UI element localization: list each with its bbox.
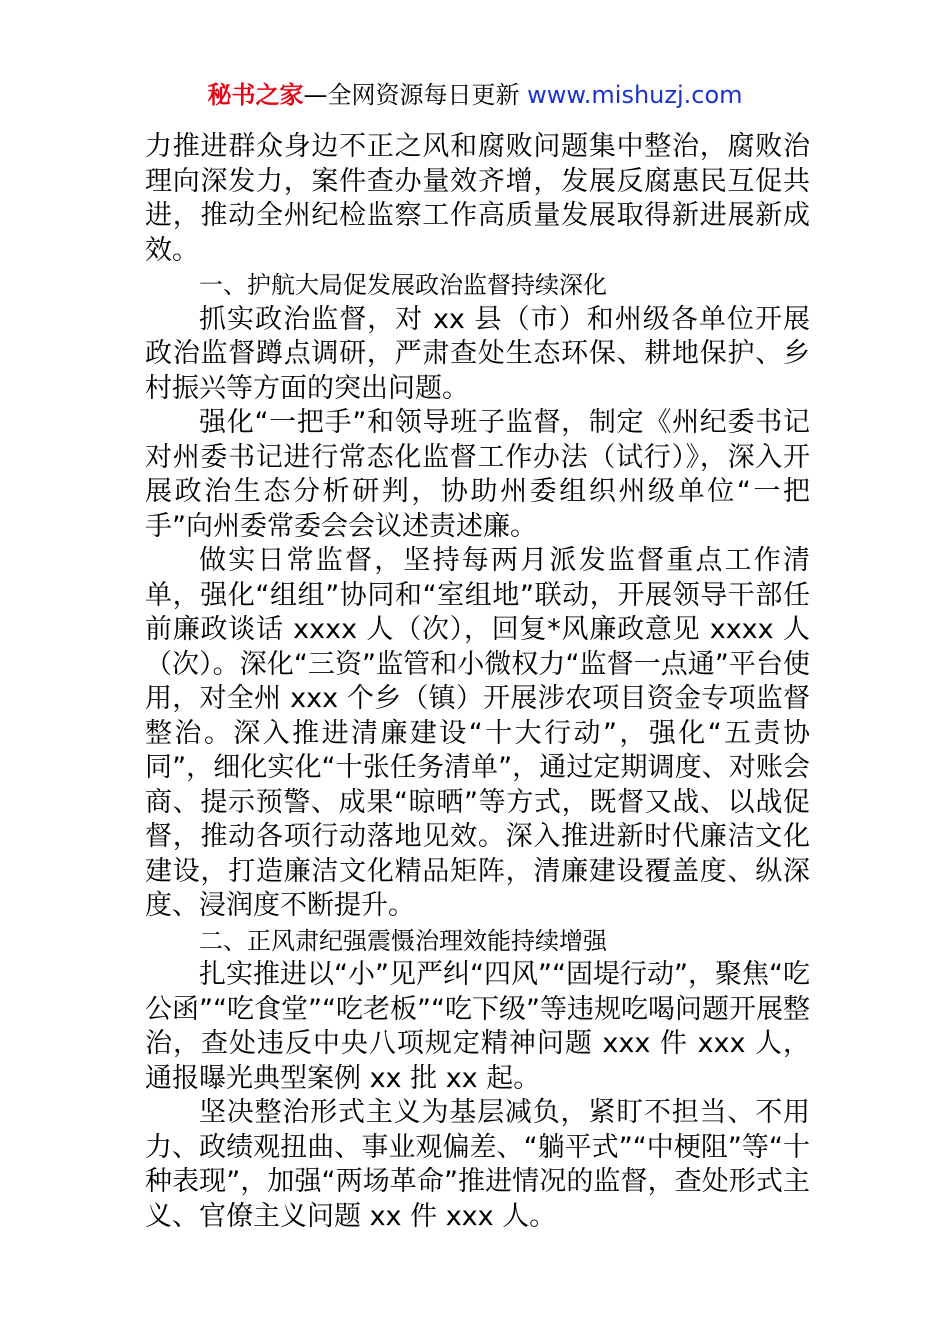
document-body [145, 130, 810, 1234]
site-tagline: —全网资源每日更新 [303, 81, 528, 109]
site-header [0, 78, 950, 112]
paragraph-leader-supervision: 强化“一把手”和领导班子监督，制定《州纪委书记对州委书记进行常态化监督工作办法（试行）》，深入开展政治生态分析研判，协助州委组织州级单位“一把手”向州委常委会会议述责述廉。 [145, 407, 810, 542]
section-heading-1: 一、护航大局促发展政治监督持续深化 [199, 271, 607, 299]
paragraph-political-supervision: 抓实政治监督，对 xx 县（市）和州级各单位开展政治监督蹲点调研，严肃查处生态环保、耕地保护、乡村振兴等方面的突出问题。 [145, 303, 810, 404]
site-brand: 秘书之家 [207, 81, 304, 109]
paragraph-four-winds: 扎实推进以“小”见严纠“四风”“固堤行动”，聚焦“吃公函”“吃食堂”“吃老板”“吃下级”等违规吃喝问题开展整治，查处违反中央八项规定精神问题 xxx 件 xxx 人，通报曝光典型案例 xx 批 xx 起。 [145, 959, 810, 1094]
section-heading-2: 二、正风肃纪强震慑治理效能持续增强 [199, 926, 607, 955]
paragraph-formalism: 坚决整治形式主义为基层减负，紧盯不担当、不用力、政绩观扭曲、事业观偏差、“躺平式”“中梗阻”等“十种表现”，加强“两场革命”推进情况的监督，查处形式主义、官僚主义问题 xx 件 xxx 人。 [145, 1097, 810, 1232]
paragraph-daily-supervision: 做实日常监督，坚持每两月派发监督重点工作清单，强化“组组”协同和“室组地”联动，开展领导干部任前廉政谈话 xxxx 人（次），回复*风廉政意见 xxxx 人（次）。深化“三资”监管和小微权力“监督一点通”平台使用，对全州 xxx 个乡（镇）开展涉农项目资金专项监督整治。深入推进清廉建设“十大行动”，强化“五责协同”，细化实化“十张任务清单”，通过定期调度、对账会商、提示预警、成果“晾晒”等方式，既督又战、以战促督，推动各项行动落地见效。深入推进新时代廉洁文化建设，打造廉洁文化精品矩阵，清廉建设覆盖度、纵深度、浸润度不断提升。 [145, 545, 810, 921]
site-url-link[interactable]: www.mishuzj.com [527, 81, 743, 109]
paragraph-continuation: 力推进群众身边不正之风和腐败问题集中整治，腐败治理向深发力，案件查办量效齐增，发展反腐惠民互促共进，推动全州纪检监察工作高质量发展取得新进展新成效。 [145, 131, 810, 266]
